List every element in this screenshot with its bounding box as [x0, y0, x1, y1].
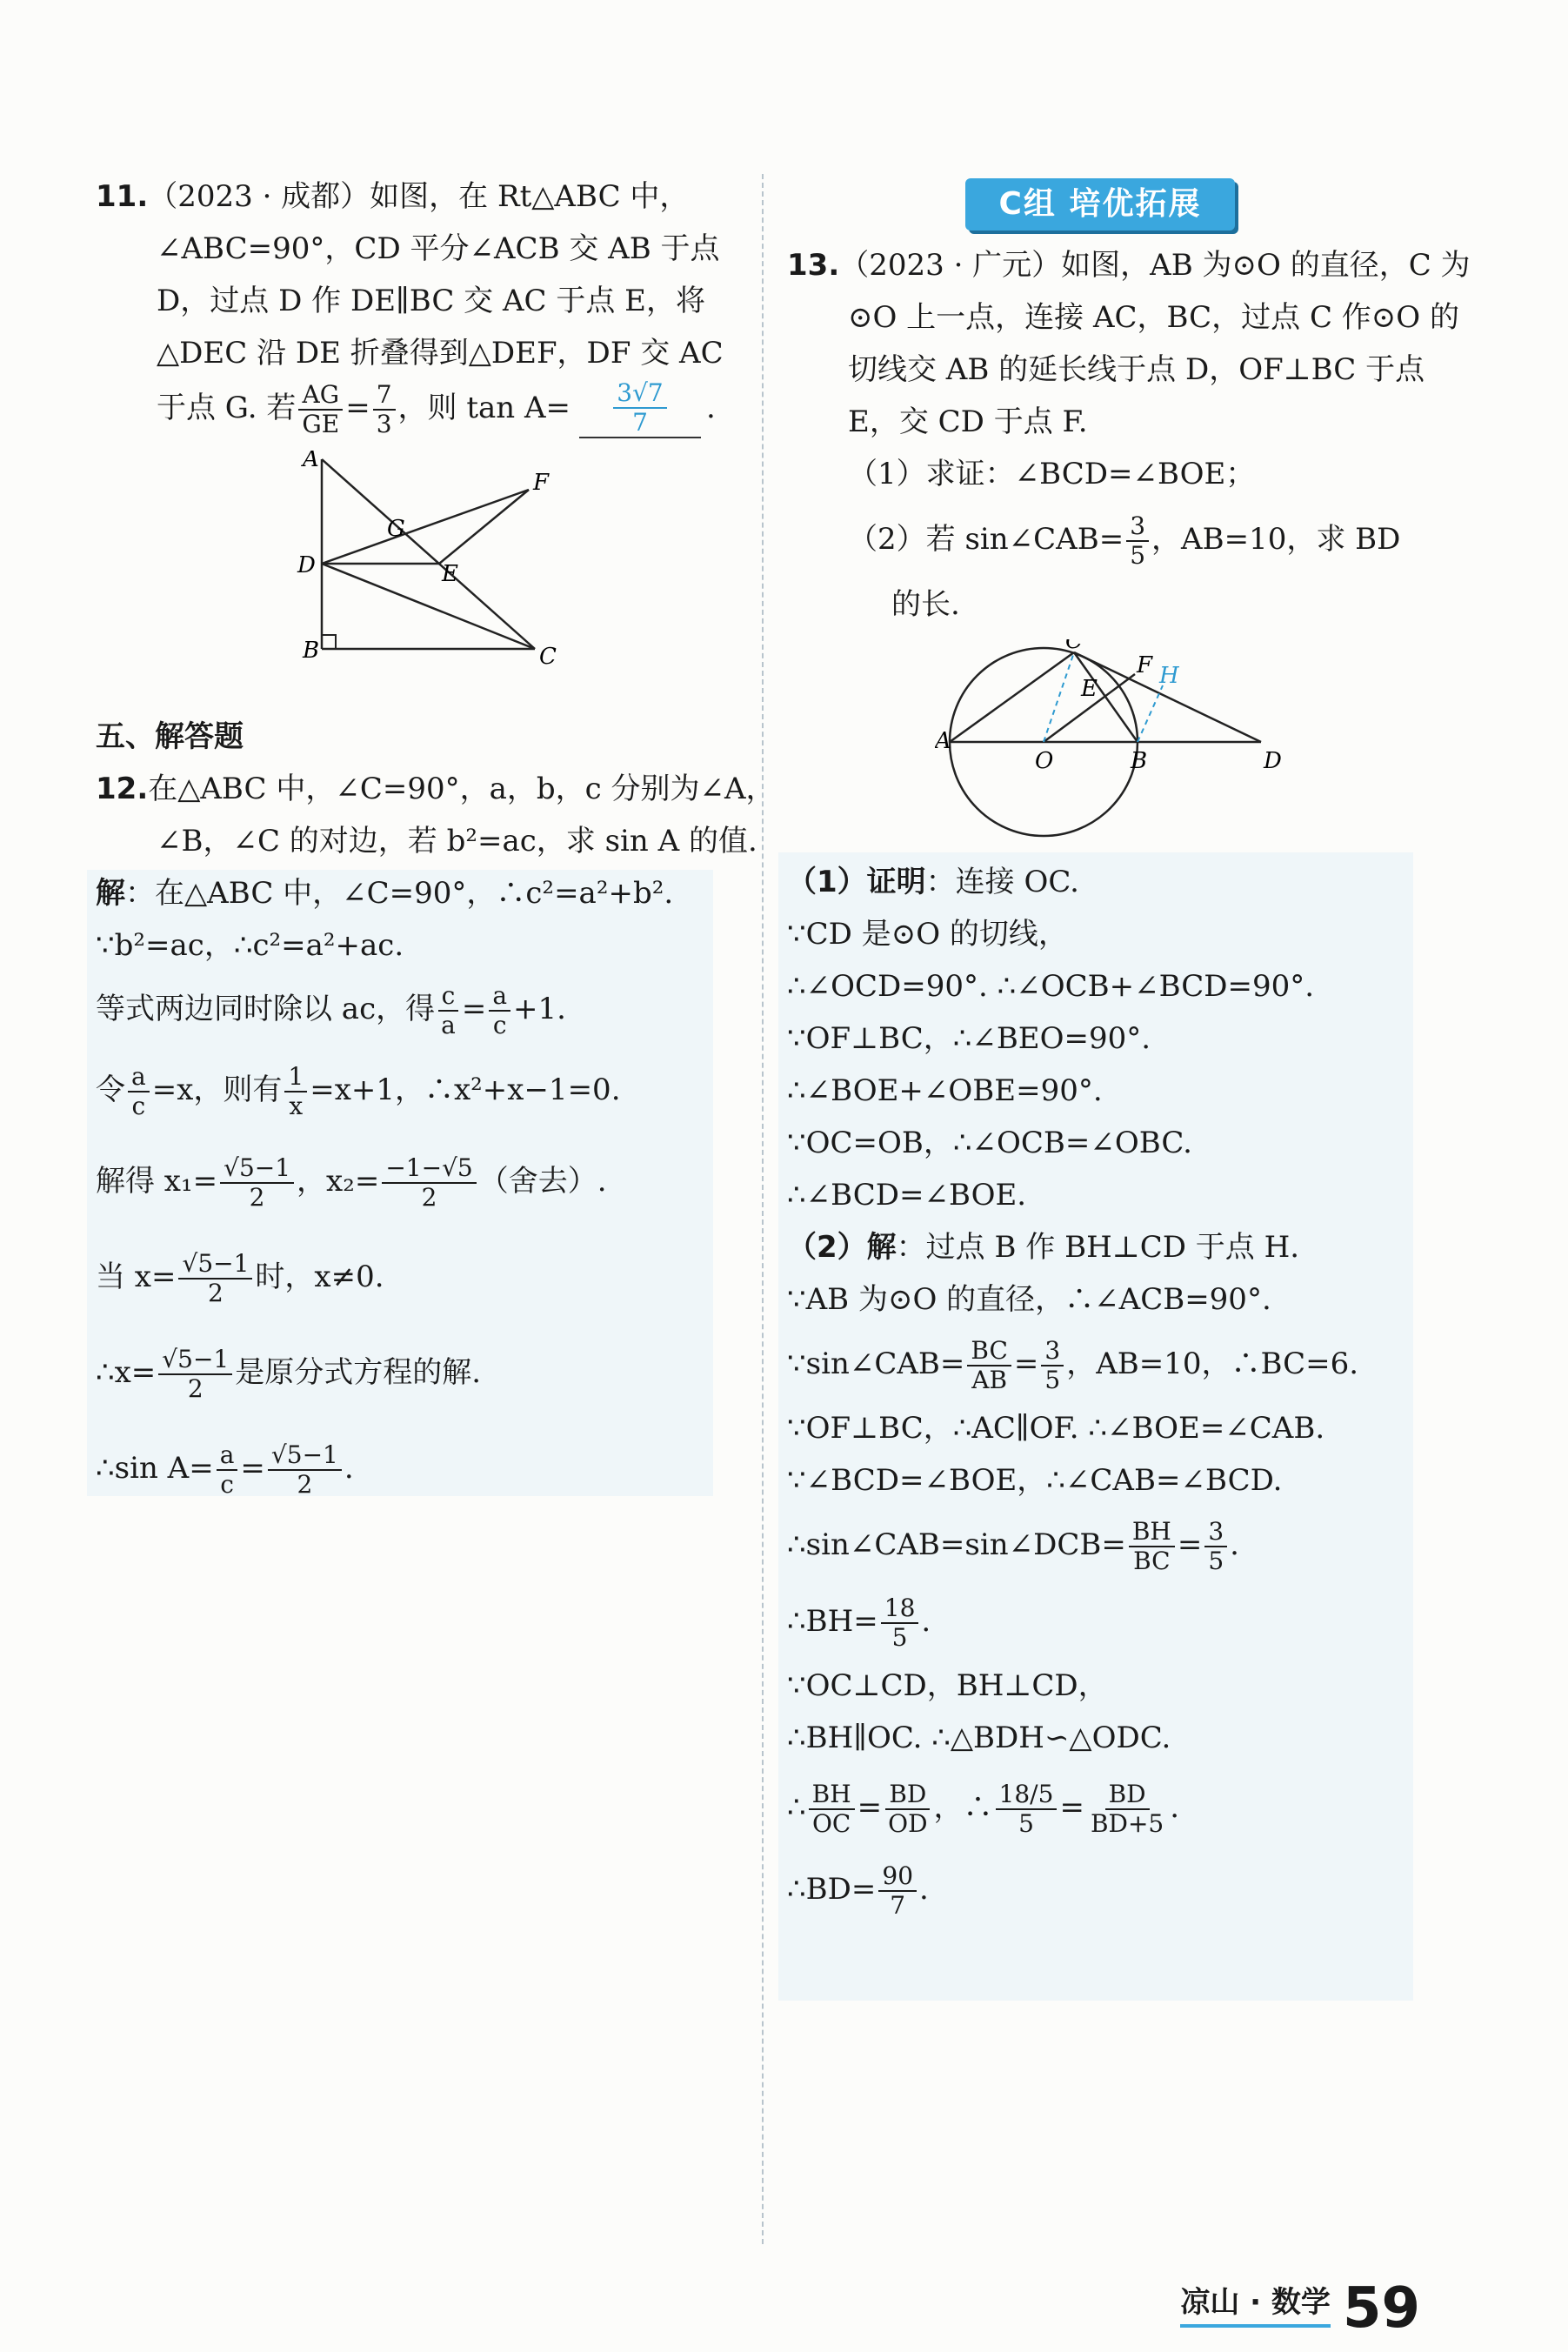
q13-line3: 切线交 AB 的延长线于点 D，OF⊥BC 于点: [848, 352, 1425, 387]
q13-sol-r13: ∴sin∠CAB=sin∠DCB= $\frac{BH}{BC}$ = $\frac{3}{5}$ .: [787, 1517, 1239, 1575]
q12-sol1: 解：在△ABC 中，∠C=90°，∴c²=a²+b².: [96, 876, 674, 911]
q13-label-a: A: [935, 728, 951, 754]
q13-label-h: H: [1159, 663, 1179, 689]
q11-line2: ∠ABC=90°，CD 平分∠ACB 交 AB 于点: [157, 231, 720, 266]
q13-line4: E，交 CD 于点 F.: [848, 404, 1088, 439]
q11-label-f: F: [533, 470, 550, 496]
q13-sol-r1: （1）证明：连接 OC.: [787, 865, 1079, 899]
q12-number: 12.: [96, 772, 149, 806]
q13-label-c: C: [1065, 639, 1083, 654]
q11-answer-blank: [579, 379, 701, 438]
q11-line1: 11.（2023 · 成都）如图，在 Rt△ABC 中，: [96, 179, 690, 214]
q12-sol5: 解得 x₁= $\frac{√5-1}{2}$ ，x₂= $\frac{-1-√5}{2}$ （舍去）.: [96, 1153, 607, 1212]
q13-sol-r3: ∴∠OCD=90°. ∴∠OCB+∠BCD=90°.: [787, 969, 1315, 1004]
q11-line3: D，过点 D 作 DE∥BC 交 AC 于点 E，将: [157, 284, 705, 318]
q12-sol2: ∵b²=ac，∴c²=a²+ac.: [96, 928, 404, 963]
q11-label-b: B: [303, 638, 320, 664]
column-divider: [762, 174, 764, 2244]
q13-sol-r2: ∵CD 是⊙O 的切线，: [787, 917, 1068, 952]
q13-circle-diagram: [935, 639, 1300, 839]
q13-sol-r4: ∵OF⊥BC，∴∠BEO=90°.: [787, 1021, 1151, 1056]
q13-sol-r9: ∵AB 为⊙O 的直径，∴∠ACB=90°.: [787, 1282, 1271, 1317]
q11-number: 11.: [96, 179, 149, 214]
page-footer: [1180, 2276, 1420, 2341]
q13-label-o: O: [1035, 748, 1054, 774]
q11-label-g: G: [387, 516, 405, 542]
q13-label-f: F: [1137, 652, 1153, 678]
q11-line4: △DEC 沿 DE 折叠得到△DEF，DF 交 AC: [157, 336, 724, 371]
q13-sol-r18: ∴BD= $\frac{90}{7}$ .: [787, 1861, 929, 1920]
q11-triangle-diagram: [270, 451, 617, 677]
q13-sol-r14: ∴BH= $\frac{18}{5}$ .: [787, 1594, 931, 1652]
section-badge-c: C组 培优拓展: [965, 178, 1235, 231]
q11-answer: $\frac{3√7}{7}$: [613, 379, 666, 437]
q13-sol-r15: ∵OC⊥CD，BH⊥CD，: [787, 1668, 1108, 1703]
left-column: [96, 170, 776, 1516]
q13-part2: （2）若 sin∠CAB= $\frac{3}{5}$ ，AB=10，求 BD: [848, 511, 1401, 570]
q13-label-d: D: [1264, 748, 1282, 774]
q13-part2-line2: 的长.: [891, 587, 960, 622]
q11-label-d: D: [297, 552, 316, 578]
q13-label-e: E: [1081, 676, 1098, 702]
q13-sol-r8: （2）解：过点 B 作 BH⊥CD 于点 H.: [787, 1230, 1300, 1265]
q13-sol-r16: ∴BH∥OC. ∴△BDH∽△ODC.: [787, 1721, 1171, 1755]
q11-label-c: C: [539, 644, 557, 670]
q13-line1: 13.（2023 · 广元）如图，AB 为⊙O 的直径，C 为: [787, 248, 1471, 283]
q12-sol3: 等式两边同时除以 ac，得 $\frac{c}{a}$ = $\frac{a}{c}$ +1.: [96, 981, 566, 1039]
q13-sol-r11: ∵OF⊥BC，∴AC∥OF. ∴∠BOE=∠CAB.: [787, 1411, 1325, 1446]
q13-sol-r5: ∴∠BOE+∠OBE=90°.: [787, 1073, 1103, 1108]
section-title-5: 五、解答题: [96, 719, 244, 754]
footer-label: 凉山 · 数学: [1180, 2278, 1331, 2328]
right-column: [787, 239, 1471, 1928]
q13-sol-r6: ∵OC=OB，∴∠OCB=∠OBC.: [787, 1126, 1192, 1160]
q13-sol-r12: ∵∠BCD=∠BOE，∴∠CAB=∠BCD.: [787, 1463, 1283, 1498]
q11-ratio-value: $\frac{7}{3}$: [373, 381, 396, 438]
q12-line2: ∠B，∠C 的对边，若 b²=ac，求 sin A 的值.: [157, 824, 757, 859]
q12-sol4: 令 $\frac{a}{c}$ =x，则有 $\frac{1}{x}$ =x+1，∴x²+x−1=0.: [96, 1062, 621, 1120]
page-number: 59: [1342, 2276, 1420, 2341]
q12-sol7: ∴x= $\frac{√5-1}{2}$ 是原分式方程的解.: [96, 1345, 482, 1403]
q11-ratio-fraction: $\frac{AG}{GE}$: [298, 381, 343, 438]
q12-line1: 12.在△ABC 中，∠C=90°，a，b，c 分别为∠A，: [96, 772, 776, 806]
q13-label-b: B: [1131, 748, 1148, 774]
q11-line5: 于点 G. 若 $\frac{AG}{GE}$ = $\frac{7}{3}$ ，则 tan A= $\frac{3√7}{7}$ .: [157, 378, 716, 438]
q13-sol-r17: ∴ $\frac{BH}{OC}$ = $\frac{BD}{OD}$ ，∴ $\frac{18/5}{5}$ = $\frac{BD}{BD+5}$ .: [787, 1780, 1180, 1838]
q13-sol-r7: ∴∠BCD=∠BOE.: [787, 1178, 1027, 1213]
q13-line2: ⊙O 上一点，连接 AC，BC，过点 C 作⊙O 的: [848, 300, 1459, 335]
q13-part1: （1）求证：∠BCD=∠BOE；: [848, 457, 1256, 491]
q11-label-e: E: [442, 561, 458, 587]
q12-sol8: ∴sin A= $\frac{a}{c}$ = $\frac{√5-1}{2}$ .: [96, 1440, 354, 1499]
q13-number: 13.: [787, 248, 840, 283]
q13-sol-r10: ∵sin∠CAB= $\frac{BC}{AB}$ = $\frac{3}{5}$ ，AB=10，∴BC=6.: [787, 1336, 1359, 1394]
q12-sol6: 当 x= $\frac{√5-1}{2}$ 时，x≠0.: [96, 1249, 384, 1307]
q11-label-a: A: [303, 451, 319, 472]
